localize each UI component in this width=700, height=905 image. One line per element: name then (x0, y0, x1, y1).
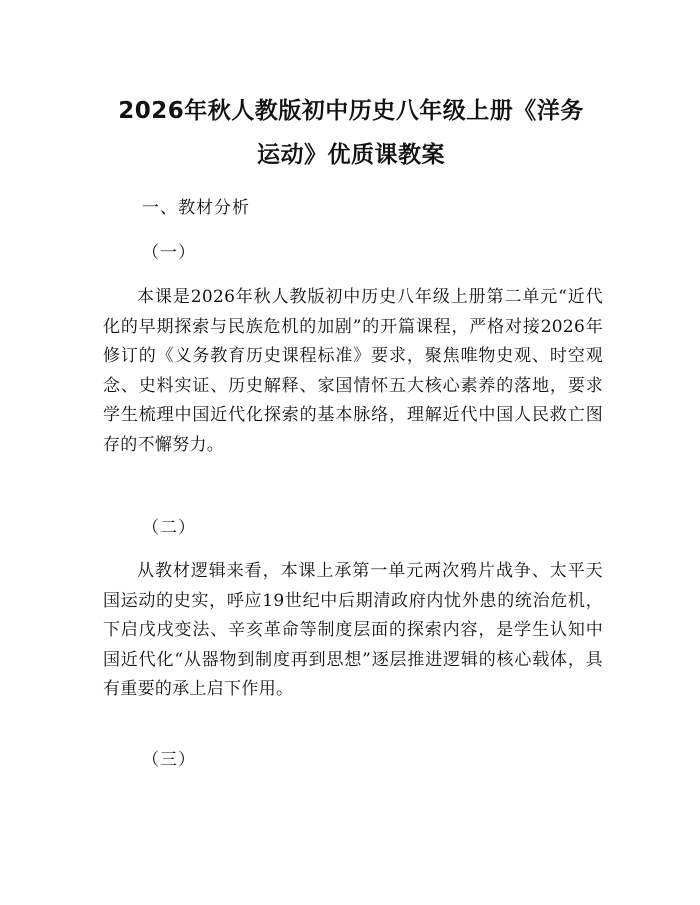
section-heading-textbook-analysis: 一、教材分析 (142, 198, 250, 218)
subsection-heading-2: （二） (142, 518, 196, 538)
document-title-line-2: 运动》优质课教案 (257, 142, 445, 168)
subsection-heading-1: （一） (142, 243, 196, 263)
subsection-heading-3: （三） (142, 750, 196, 770)
paragraph-2: 从教材逻辑来看，本课上承第一单元两次鸦片战争、太平天国运动的史实，呼应19世纪中后期清政府内忧外患的统治危机，下启戊戌变法、辛亥革命等制度层面的探索内容，是学生认知中国近代化“从器物到制度再到思想”逐层推进逻辑的核心载体，具有重要的承上启下作用。 (103, 561, 603, 700)
document-title-line-1: 2026年秋人教版初中历史八年级上册《洋务 (118, 98, 584, 124)
paragraph-1: 本课是2026年秋人教版初中历史八年级上册第二单元“近代化的早期探索与民族危机的加剧”的开篇课程，严格对接2026年修订的《义务教育历史课程标准》要求，聚焦唯物史观、时空观念、史料实证、历史解释、家国情怀五大核心素养的落地，要求学生梳理中国近代化探索的基本脉络，理解近代中国人民救亡图存的不懈努力。 (103, 287, 603, 455)
